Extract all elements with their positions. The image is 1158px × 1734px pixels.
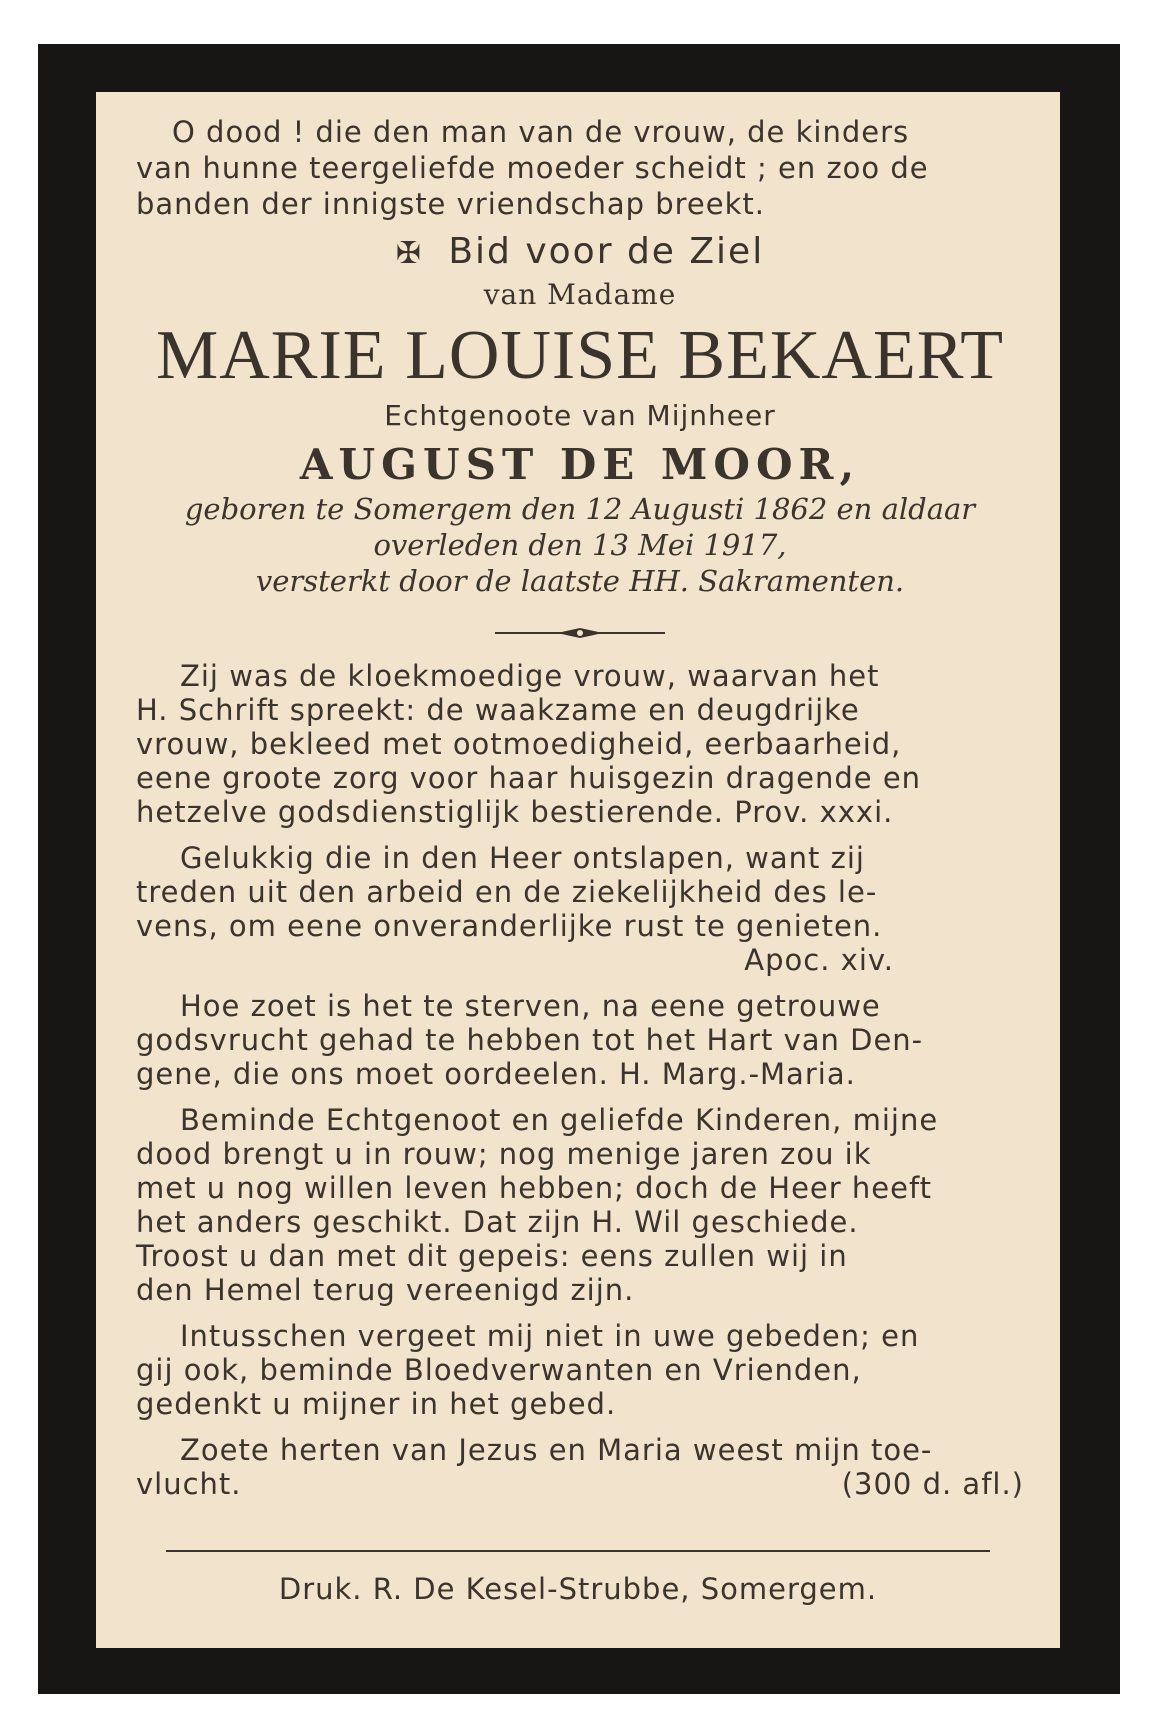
paragraph-line: hetzelve godsdienstiglijk bestierende. Prov. xxxi. — [136, 795, 894, 829]
closing-word: vlucht. — [136, 1467, 242, 1501]
paragraph-blessed — [136, 841, 1024, 977]
deceased-name: MARIE LOUISE BEKAERT — [156, 317, 1004, 394]
paragraph-line: godsvrucht gehad te hebben tot het Hart van Den- — [136, 1023, 924, 1057]
paragraph-line: Zij was de kloekmoedige vrouw, waarvan het — [180, 659, 880, 693]
intro-line: banden der innigste vriendschap breekt. — [136, 187, 765, 221]
paragraph-line: vrouw, bekleed met ootmoedigheid, eerbaarheid, — [136, 727, 902, 761]
spouse-of-label: Echtgenoote van Mijnheer — [384, 399, 776, 432]
intro-line: O dood ! die den man van de vrouw, de kinders — [172, 115, 910, 149]
paragraph-line: Hoe zoet is het te sterven, na eene getrouwe — [180, 989, 881, 1023]
intro-verse — [136, 114, 1024, 222]
paragraph-sweet-death — [136, 989, 1024, 1091]
paragraph-line: Beminde Echtgenoot en geliefde Kinderen, mijne — [180, 1103, 939, 1137]
printer-imprint: Druk. R. De Kesel-Strubbe, Somergem. — [278, 1572, 878, 1606]
scripture-reference: Apoc. xiv. — [744, 943, 894, 977]
paragraph-line: gij ook, beminde Bloedverwanten en Vrienden, — [136, 1353, 862, 1387]
mourning-card — [96, 92, 1060, 1648]
paragraph-line: Zoete herten van Jezus en Maria weest mijn toe- — [180, 1433, 933, 1467]
madame-label: van Madame — [483, 278, 677, 311]
prayer-heading-text: Bid voor de Ziel — [448, 231, 765, 272]
paragraph-remember — [136, 1319, 1024, 1421]
paragraph-line — [136, 1467, 1024, 1501]
intro-line: van hunne teergeliefde moeder scheidt ; en zoo de — [136, 151, 929, 185]
paragraph-line: dood brengt u in rouw; nog menige jaren zou ik — [136, 1137, 872, 1171]
paragraph-line: Troost u dan met dit gepeis: eens zullen wij in — [136, 1239, 848, 1273]
paragraph-line: gedenkt u mijner in het gebed. — [136, 1387, 617, 1421]
paragraph-virtuous-woman — [136, 659, 1024, 829]
paragraph-line: treden uit den arbeid en de ziekelijkheid des le- — [136, 875, 878, 909]
ornamental-divider — [136, 625, 1024, 639]
birth-death-details — [136, 491, 1024, 599]
footer-rule — [166, 1550, 990, 1552]
husband-name: AUGUST DE MOOR, — [299, 440, 861, 489]
indulgence-reference: (300 d. afl.) — [841, 1467, 1024, 1501]
divider-ornament-icon — [495, 626, 665, 640]
paragraph-line: vens, om eene onveranderlijke rust te genieten. — [136, 909, 883, 943]
paragraph-closing-prayer — [136, 1433, 1024, 1501]
paragraph-line: Intusschen vergeet mij niet in uwe gebeden; en — [180, 1319, 920, 1353]
paragraph-family — [136, 1103, 1024, 1307]
paragraph-line: H. Schrift spreekt: de waakzame en deugdrijke — [136, 693, 860, 727]
prayer-heading — [136, 230, 1024, 274]
paragraph-line: gene, die ons moet oordeelen. H. Marg.-Maria. — [136, 1057, 856, 1091]
paragraph-line: het anders geschikt. Dat zijn H. Wil geschiede. — [136, 1205, 859, 1239]
cross-icon: ✠ — [395, 236, 423, 271]
paragraph-line: den Hemel terug vereenigd zijn. — [136, 1273, 635, 1307]
paragraph-line: met u nog willen leven hebben; doch de Heer heeft — [136, 1171, 933, 1205]
birth-line: geboren te Somergem den 12 Augusti 1862 en aldaar — [184, 492, 976, 526]
paragraph-line: Gelukkig die in den Heer ontslapen, want zij — [180, 841, 865, 875]
paragraph-line: eene groote zorg voor haar huisgezin dragende en — [136, 761, 922, 795]
sacraments-line: versterkt door de laatste HH. Sakramenten. — [255, 564, 905, 598]
death-line: overleden den 13 Mei 1917, — [373, 528, 787, 562]
